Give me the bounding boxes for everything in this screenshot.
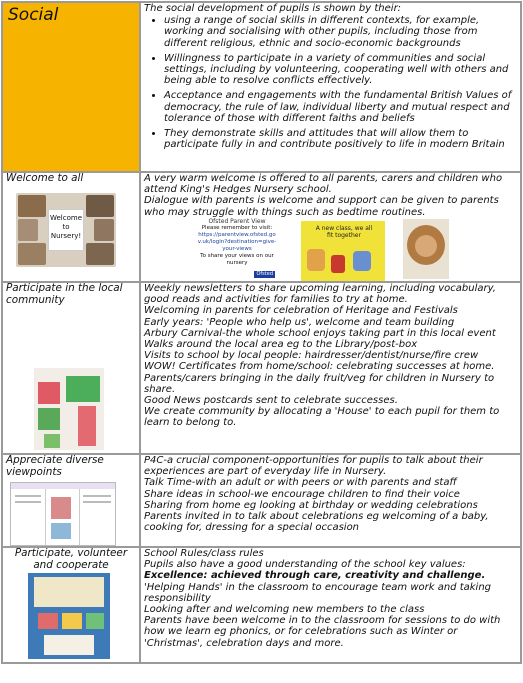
volunteer-line: Looking after and welcoming new members to the class	[144, 604, 425, 616]
participate-line: Good News postcards sent to celebrate successes.	[144, 395, 398, 407]
social-development-table	[1, 1, 522, 664]
house-display-photo	[34, 368, 104, 450]
volunteer-line: Pupils also have a good understanding of the school key values:	[144, 559, 466, 571]
welcome-label: Welcome to all	[6, 173, 84, 184]
row-social	[3, 3, 520, 171]
welcome-content-cell	[141, 173, 520, 281]
participate-line: Early years: 'People who help us', welcome and team building	[144, 316, 455, 328]
ofsted-poster-line: To share your views on our nursery	[200, 253, 274, 266]
welcome-line: Dialogue with parents is welcome and support can be given to parents who may struggle with things such as bedtime routines.	[144, 195, 499, 218]
row-welcome	[3, 173, 520, 281]
participate-line: Weekly newsletters to share upcoming learning, including vocabulary, good reads and activities for families to try at home.	[144, 283, 496, 306]
social-bullet: • using a range of social skills in different contexts, for example, working and socialising with other pupils, including those from different religious, ethnic and socio-economic backgrounds	[164, 15, 517, 49]
participate-line: Visits to school by local people: hairdresser/dentist/nurse/fire crew	[144, 350, 479, 362]
row-diverse	[3, 455, 520, 546]
participate-label-cell	[3, 283, 139, 453]
participate-line: Arbury Carnival-the whole school enjoys taking part in this local event	[144, 327, 496, 339]
ofsted-logo: Ofsted	[256, 271, 273, 277]
welcome-sign-text: Welcome to Nursery!	[48, 209, 84, 251]
diverse-line: Talk Time-with an adult or with peers or with parents and staff	[144, 477, 457, 489]
social-heading-cell	[3, 3, 139, 171]
diverse-label-cell	[3, 455, 139, 546]
participate-label: Participate in the local community	[6, 283, 123, 306]
social-bullet: • They demonstrate skills and attitudes that will allow them to participate fully in and contribute positively to life in modern Britain	[164, 128, 517, 150]
volunteer-line: 'Helping Hands' in the classroom to encourage team work and taking responsibility	[144, 581, 492, 604]
volunteer-line: School Rules/class rules	[144, 548, 264, 559]
ofsted-parent-view-poster	[197, 218, 277, 278]
social-title: Social	[8, 5, 59, 25]
participate-line: WOW! Certificates from home/school: celebrating successes at home.	[144, 361, 495, 373]
volunteer-label: Participate, volunteer and cooperate	[14, 548, 128, 571]
welcome-line: A very warm welcome is offered to all parents, carers and children who attend King's Hedges Nursery school.	[144, 173, 503, 196]
diverse-line: Sharing from home eg looking at birthday or wedding celebrations	[144, 499, 478, 511]
diverse-content-cell	[141, 455, 520, 546]
diverse-line: P4C-a crucial component-opportunities for pupils to talk about their experiences are part of everyday life in Nursery.	[144, 455, 483, 478]
ofsted-poster-title: Ofsted Parent View	[208, 218, 266, 225]
diverse-line: Parents invited in to talk about celebrations eg welcoming of a baby, cooking for, dressing for a special occasion	[144, 511, 489, 534]
social-bullet: • Willingness to participate in a variety of communities and social settings, including by volunteering, cooperating well with others and being able to resolve conflicts effectively.	[164, 53, 517, 87]
participate-line: Walks around the local area eg to the Library/post-box	[144, 339, 418, 351]
volunteer-line: Parents have been welcome in to the classroom for sessions to do with how we learn eg phonics, or for celebrations such as Winter or 'Christmas', celebration days and more.	[144, 615, 501, 649]
volunteer-label-cell	[3, 548, 139, 662]
participate-content-cell	[141, 283, 520, 453]
school-values-statement: Excellence: achieved through care, creativity and challenge.	[144, 570, 486, 582]
social-bullet: • Acceptance and engagements with the fundamental British Values of democracy, the rule of law, individual liberty and mutual respect and tolerance of those with different faiths and beliefs	[164, 90, 517, 124]
volunteer-content-cell	[141, 548, 520, 662]
welcome-label-cell	[3, 173, 139, 281]
participate-line: Welcoming in parents for celebration of Heritage and Festivals	[144, 305, 458, 317]
yellow-class-display-photo	[301, 221, 385, 281]
children-portraits-photo	[403, 219, 449, 279]
row-volunteer	[3, 548, 520, 662]
social-content-cell	[141, 3, 520, 171]
ofsted-poster-line: Please remember to visit:	[201, 225, 273, 231]
social-intro: The social development of pupils is shown by their:	[144, 3, 402, 14]
participate-line: We create community by allocating a 'House' to each pupil for them to learn to belong to.	[144, 406, 500, 429]
welcome-collage-photo	[16, 193, 116, 267]
planning-sheet-thumbnail	[10, 482, 116, 546]
diverse-label: Appreciate diverse viewpoints	[6, 455, 104, 478]
yellow-display-note: A new class, we all fit together	[315, 225, 373, 239]
document-page	[1, 1, 522, 681]
diverse-line: Share ideas in school-we encourage children to find their voice	[144, 488, 460, 500]
social-bullet-list	[144, 15, 517, 150]
helping-hands-display-photo	[28, 573, 110, 659]
row-participate	[3, 283, 520, 453]
ofsted-poster-link: https://parentview.ofsted.gov.uk/login?destination=give-your-views	[197, 232, 277, 252]
participate-line: Parents/carers bringing in the daily fruit/veg for children in Nursery to share.	[144, 372, 495, 395]
